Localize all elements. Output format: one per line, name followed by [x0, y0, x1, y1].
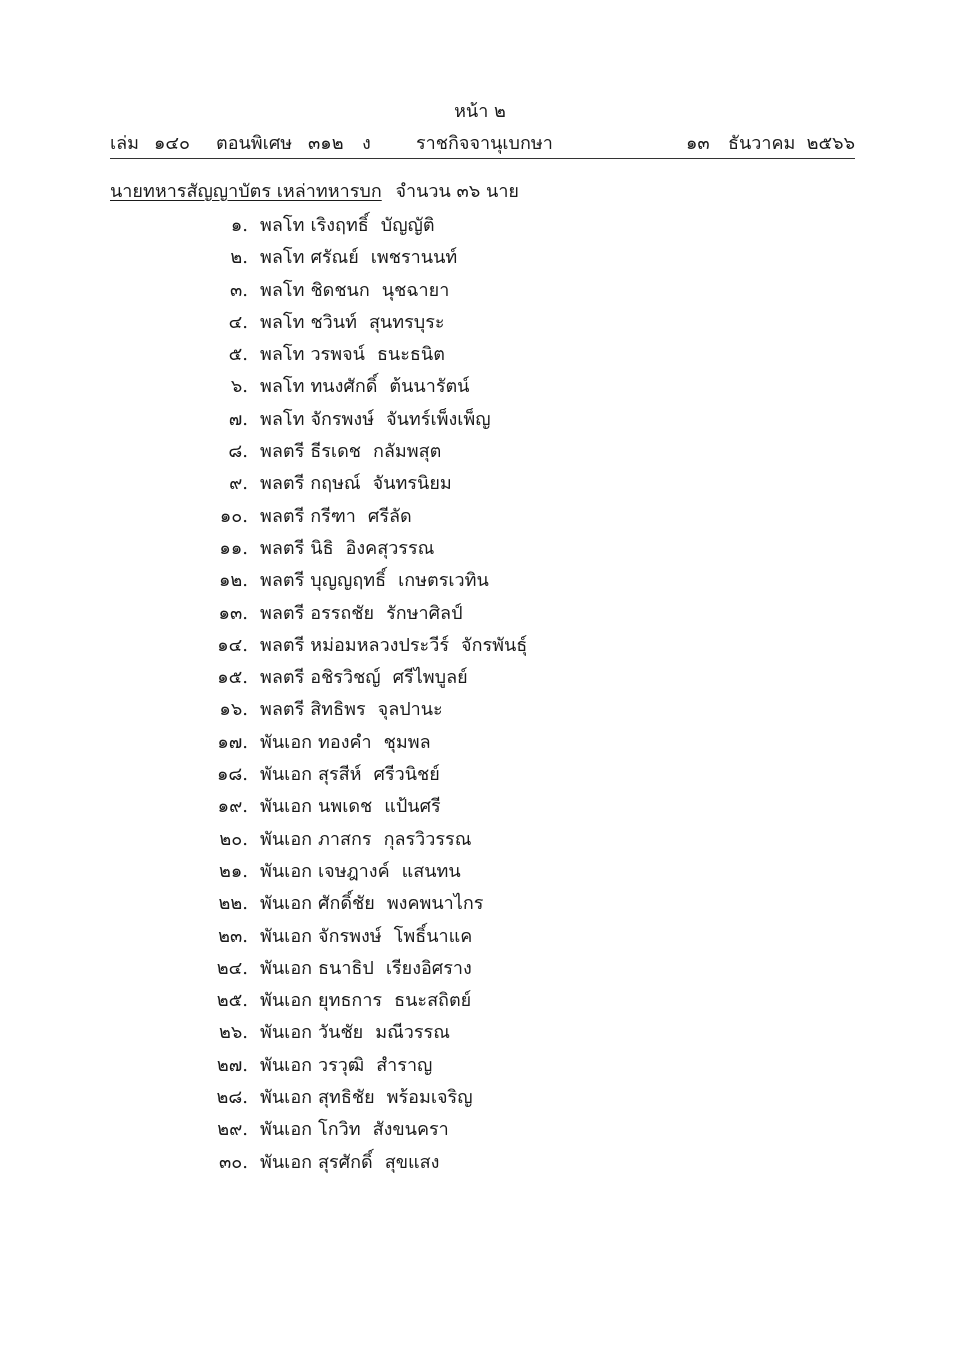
officer-first-name: ชิดชนก [310, 279, 370, 301]
item-number: ๒๓. [218, 925, 248, 947]
list-item [0, 921, 960, 953]
officer-last-name: ศรีลัด [367, 505, 412, 527]
officer-first-name: สิทธิพร [310, 699, 366, 721]
volume-label: เล่ม [110, 133, 140, 154]
list-item [0, 468, 960, 500]
officer-last-name: บัญญัติ [380, 215, 435, 236]
item-number: ๒๑. [218, 860, 248, 882]
officer-first-name: สุรสีห์ [318, 764, 362, 786]
officer-first-name: ศรัณย์ [310, 247, 359, 269]
officer-name [260, 1114, 449, 1146]
officer-rank: พันเอก [260, 1022, 313, 1044]
officer-rank: พันเอก [260, 1054, 313, 1076]
officer-rank: พลโท [260, 376, 305, 398]
page-number: หน้า ๒ [454, 101, 506, 122]
officer-rank: พลตรี [260, 667, 305, 689]
officer-first-name: จักรพงษ์ [310, 408, 375, 430]
officer-first-name: เริงฤทธิ์ [310, 215, 369, 236]
issue-number: ๓๑๒ [308, 133, 344, 154]
item-number: ๕. [228, 344, 248, 366]
item-number: ๑๔. [217, 634, 248, 656]
officer-name [260, 856, 461, 888]
list-item [0, 953, 960, 985]
officer-rank: พันเอก [260, 957, 313, 979]
officer-last-name: จุลปานะ [377, 699, 443, 721]
officer-name [260, 791, 441, 823]
list-item [0, 727, 960, 759]
officer-last-name: จักรพันธุ์ [461, 634, 528, 656]
section-count: จำนวน ๓๖ นาย [395, 181, 519, 202]
officer-last-name: ชุมพล [383, 731, 431, 753]
item-number: ๗. [228, 408, 248, 430]
officer-name [260, 436, 441, 468]
officer-last-name: มณีวรรณ [375, 1022, 450, 1044]
officer-rank: พลโท [260, 408, 305, 430]
date-day: ๑๓ [686, 133, 710, 154]
officer-first-name: ภาสกร [318, 828, 372, 850]
item-number: ๑๗. [217, 731, 248, 753]
officer-rank: พลโท [260, 279, 305, 301]
item-number: ๑๘. [216, 764, 248, 786]
officer-first-name: โกวิท [318, 1119, 361, 1141]
list-item [0, 1017, 960, 1049]
date-year: ๒๕๖๖ [806, 133, 855, 154]
officer-rank: พันเอก [260, 1151, 313, 1173]
list-item [0, 1050, 960, 1082]
officer-rank: พันเอก [260, 1119, 313, 1141]
officer-rank: พันเอก [260, 796, 313, 818]
list-item [0, 791, 960, 823]
officer-rank: พลตรี [260, 537, 305, 559]
list-item [0, 1114, 960, 1146]
officer-last-name: นุชฉายา [381, 279, 450, 301]
officer-name [260, 985, 471, 1017]
list-item [0, 1147, 960, 1179]
officer-last-name: เกษตรเวทิน [398, 570, 489, 592]
officer-last-name: พร้อมเจริญ [386, 1087, 473, 1109]
officer-last-name: ศรีวนิชย์ [373, 764, 440, 786]
officer-first-name: อชิรวิชญ์ [310, 667, 381, 689]
officer-first-name: กรีฑา [310, 505, 356, 527]
officer-name [260, 630, 527, 662]
officer-name [260, 888, 483, 920]
officer-last-name: ธนะสถิตย์ [394, 990, 472, 1012]
officer-first-name: สุรศักดิ์ [318, 1151, 373, 1173]
officer-last-name: กุลรวิวรรณ [383, 828, 472, 850]
item-number: ๑๐. [219, 505, 248, 527]
officer-rank: พลตรี [260, 441, 305, 463]
item-number: ๘. [228, 441, 248, 463]
officer-last-name: แป้นศรี [384, 796, 441, 818]
list-item [0, 242, 960, 274]
list-item [0, 565, 960, 597]
officer-last-name: จันทรนิยม [372, 473, 452, 495]
officer-first-name: ธีรเดช [310, 441, 361, 463]
list-item [0, 436, 960, 468]
officer-last-name: แสนทน [401, 860, 461, 882]
item-number: ๑๓. [218, 602, 248, 624]
item-number: ๒๙. [217, 1119, 248, 1141]
officer-first-name: สุทธิชัย [318, 1087, 375, 1109]
officer-first-name: ธนาธิป [318, 957, 374, 979]
item-number: ๓. [229, 279, 248, 301]
officer-name [260, 501, 412, 533]
list-item [0, 694, 960, 726]
item-number: ๒๕. [216, 990, 248, 1012]
officer-first-name: วันชัย [318, 1022, 364, 1044]
officer-name [260, 371, 470, 403]
issue-letter: ง [362, 133, 371, 154]
officer-name [260, 307, 445, 339]
officer-name [260, 598, 463, 630]
officer-name [260, 210, 435, 242]
officer-name [260, 1082, 473, 1114]
officer-first-name: บุญญฤทธิ์ [310, 570, 387, 592]
header-divider [110, 158, 855, 159]
section-title: นายทหารสัญญาบัตร เหล่าทหารบก [110, 181, 382, 202]
officer-first-name: ศักดิ์ชัย [318, 893, 375, 915]
list-item [0, 630, 960, 662]
officer-first-name: อรรถชัย [310, 602, 375, 624]
officer-last-name: สุนทรบุระ [368, 311, 445, 333]
officer-rank: พลตรี [260, 699, 305, 721]
officer-last-name: ธนะธนิต [376, 344, 445, 366]
officer-name [260, 662, 468, 694]
officer-first-name: วรพจน์ [310, 344, 365, 366]
gazette-header [110, 131, 855, 157]
officer-name [260, 565, 489, 597]
officer-rank: พันเอก [260, 1087, 313, 1109]
officer-first-name: วรวุฒิ [318, 1054, 365, 1076]
officer-last-name: สุขแสง [384, 1151, 440, 1173]
officer-last-name: เรียงอิศราง [385, 957, 472, 979]
officer-first-name: จักรพงษ์ [318, 925, 382, 947]
officer-rank: พลโท [260, 311, 305, 333]
officer-name [260, 727, 431, 759]
list-item [0, 662, 960, 694]
list-item [0, 371, 960, 403]
volume-number: ๑๔๐ [154, 133, 191, 154]
officer-first-name: กฤษณ์ [310, 473, 361, 495]
item-number: ๒๐. [219, 828, 248, 850]
officer-last-name: เพชรานนท์ [370, 247, 458, 269]
item-number: ๑. [230, 215, 248, 236]
officer-last-name: สำราญ [376, 1054, 433, 1076]
item-number: ๑๖. [219, 699, 248, 721]
officer-name [260, 824, 471, 856]
officer-last-name: ต้นนารัตน์ [389, 376, 470, 398]
officer-name [260, 404, 491, 436]
section-heading [110, 180, 519, 204]
list-item [0, 759, 960, 791]
officer-rank: พันเอก [260, 893, 313, 915]
officer-last-name: กลัมพสุต [372, 441, 442, 463]
list-item [0, 307, 960, 339]
officer-rank: พันเอก [260, 860, 313, 882]
item-number: ๙. [229, 473, 248, 495]
list-item [0, 824, 960, 856]
officer-rank: พลตรี [260, 505, 305, 527]
list-item [0, 275, 960, 307]
officer-name [260, 1147, 439, 1179]
item-number: ๒๔. [216, 957, 248, 979]
officer-first-name: ทองคำ [318, 731, 372, 753]
list-item [0, 404, 960, 436]
officer-name [260, 242, 457, 274]
officer-first-name: ชวินท์ [310, 311, 357, 333]
officer-last-name: โพธิ์นาแค [393, 925, 473, 947]
item-number: ๑๕. [217, 667, 248, 689]
list-item [0, 985, 960, 1017]
officer-list [0, 210, 960, 1179]
officer-rank: พลโท [260, 344, 305, 366]
list-item [0, 598, 960, 630]
officer-rank: พลตรี [260, 473, 305, 495]
officer-name [260, 275, 449, 307]
item-number: ๒๖. [218, 1022, 248, 1044]
officer-rank: พลโท [260, 247, 305, 269]
officer-name [260, 1017, 450, 1049]
officer-name [260, 533, 434, 565]
officer-last-name: จันทร์เพ็งเพ็ญ [386, 408, 491, 430]
list-item [0, 210, 960, 242]
gazette-name: ราชกิจจานุเบกษา [416, 133, 553, 154]
officer-name [260, 759, 440, 791]
officer-first-name: นิธิ [310, 537, 334, 559]
item-number: ๖. [230, 376, 248, 398]
officer-name [260, 1050, 432, 1082]
officer-rank: พลโท [260, 215, 305, 236]
officer-rank: พันเอก [260, 990, 313, 1012]
officer-first-name: หม่อมหลวงประวีร์ [310, 634, 450, 656]
item-number: ๒. [230, 247, 248, 269]
officer-first-name: เจษฎางค์ [318, 860, 390, 882]
officer-name [260, 339, 445, 371]
list-item [0, 1082, 960, 1114]
officer-last-name: รักษาศิลป์ [386, 602, 463, 624]
item-number: ๒๒. [218, 893, 248, 915]
officer-name [260, 694, 443, 726]
officer-rank: พันเอก [260, 925, 313, 947]
item-number: ๓๐. [218, 1151, 248, 1173]
item-number: ๑๒. [218, 570, 248, 592]
list-item [0, 339, 960, 371]
officer-last-name: ศรีไพบูลย์ [392, 667, 468, 689]
item-number: ๒๗. [216, 1054, 248, 1076]
list-item [0, 533, 960, 565]
officer-last-name: อิงคสุวรรณ [345, 537, 435, 559]
officer-name [260, 953, 472, 985]
list-item [0, 856, 960, 888]
date-month: ธันวาคม [728, 133, 796, 154]
officer-first-name: ยุทธการ [318, 990, 383, 1012]
officer-name [260, 468, 452, 500]
officer-name [260, 921, 472, 953]
officer-rank: พลตรี [260, 602, 305, 624]
officer-rank: พันเอก [260, 828, 313, 850]
officer-first-name: ทนงศักดิ์ [310, 376, 378, 398]
item-number: ๒๘. [216, 1087, 248, 1109]
item-number: ๑๙. [217, 796, 248, 818]
list-item [0, 501, 960, 533]
officer-last-name: สังขนครา [372, 1119, 449, 1141]
list-item [0, 888, 960, 920]
officer-rank: พลตรี [260, 634, 305, 656]
officer-first-name: นพเดช [318, 796, 373, 818]
officer-rank: พันเอก [260, 764, 313, 786]
officer-last-name: พงคพนาไกร [386, 893, 484, 915]
issue-label: ตอนพิเศษ [216, 133, 293, 154]
item-number: ๔. [228, 311, 248, 333]
officer-rank: พลตรี [260, 570, 305, 592]
officer-rank: พันเอก [260, 731, 313, 753]
item-number: ๑๑. [219, 537, 248, 559]
